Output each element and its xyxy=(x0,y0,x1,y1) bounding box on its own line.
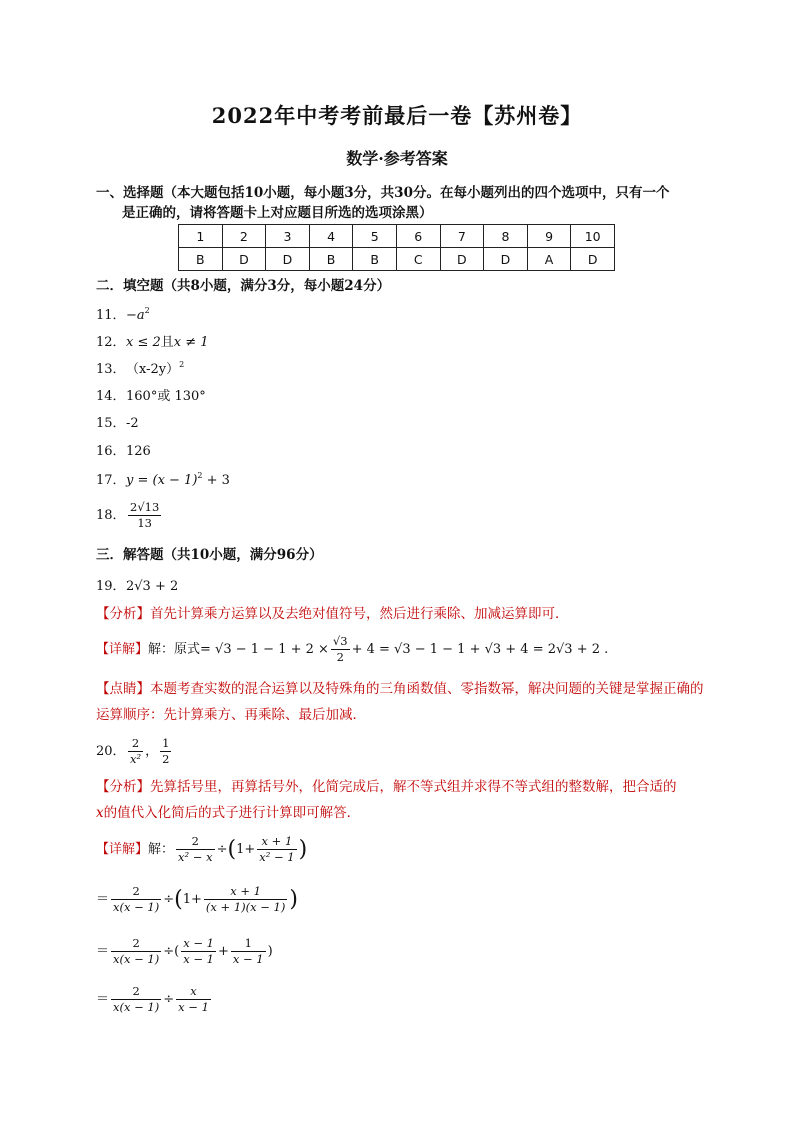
answer-table xyxy=(178,224,615,271)
right-paren: ) xyxy=(298,837,308,862)
table-cell: 3 xyxy=(266,225,310,248)
fraction-denominator: x² xyxy=(130,752,142,766)
fraction xyxy=(204,884,287,915)
answer-table-number-row xyxy=(179,225,615,248)
fraction xyxy=(331,634,350,665)
table-cell: B xyxy=(309,248,353,271)
fraction-denominator: 13 xyxy=(137,516,152,530)
close-paren: ) xyxy=(267,944,273,959)
detail-expression: = √3 − 1 − 1 + 2 × xyxy=(200,642,329,657)
answer-conjunction: 且 xyxy=(160,335,174,350)
section-choice-line1: 一、选择题（本大题包括10小题，每小题3分，共30分。在每小题列出的四个选项中，只有一个 xyxy=(96,185,670,201)
fraction-numerator: 2 xyxy=(111,936,161,952)
fraction-denominator: x − 1 xyxy=(178,1000,209,1014)
answer-q20 xyxy=(96,736,173,767)
analysis-tag: 【分析】 xyxy=(96,606,150,622)
fraction xyxy=(128,500,161,531)
detail-lead: 解：原式 xyxy=(148,642,201,657)
table-cell: D xyxy=(571,248,615,271)
answer-q14 xyxy=(96,385,206,404)
answer-q17 xyxy=(96,469,230,488)
detail-lead: 解： xyxy=(148,842,175,857)
equals-sign: ＝ xyxy=(96,992,110,1007)
table-cell: B xyxy=(179,248,223,271)
analysis-variable: x xyxy=(96,805,104,821)
superscript: 2 xyxy=(197,471,203,480)
detail-expression: + 4 = √3 − 1 − 1 + √3 + 4 = 2√3 + 2 . xyxy=(351,642,609,657)
fraction-numerator: 2 xyxy=(111,984,161,1000)
table-cell: B xyxy=(353,248,397,271)
answer-q18 xyxy=(96,500,163,531)
fraction xyxy=(231,936,266,967)
fraction-numerator: x + 1 xyxy=(204,884,287,900)
answer-text: （x-2y） xyxy=(126,362,180,377)
right-paren: ) xyxy=(289,887,298,912)
fraction xyxy=(257,834,296,865)
table-cell: D xyxy=(266,248,310,271)
q20-step-3 xyxy=(96,936,273,967)
equals-sign: ＝ xyxy=(96,944,110,959)
inner-lead: 1+ xyxy=(182,892,202,907)
answer-q19 xyxy=(96,575,178,594)
answer-separator: ， xyxy=(145,744,159,759)
section-fill-heading: 二．填空题（共8小题，满分3分，每小题24分） xyxy=(96,278,391,294)
answer-q13 xyxy=(96,358,184,377)
fraction-numerator: √3 xyxy=(332,634,348,648)
fraction-denominator: (x + 1)(x − 1) xyxy=(205,900,286,914)
fraction-numerator: 2 xyxy=(176,834,215,850)
operator: ÷ xyxy=(216,842,228,857)
q20-analysis xyxy=(96,774,706,826)
operator: ÷ xyxy=(163,892,175,907)
fraction-numerator: 2 xyxy=(128,736,143,752)
fraction-numerator: 2 xyxy=(111,884,161,900)
answer-text: x ≠ 1 xyxy=(173,335,209,350)
question-number: 13． xyxy=(96,362,126,377)
table-cell: D xyxy=(440,248,484,271)
fraction-numerator: x xyxy=(176,984,211,1000)
question-number: 18． xyxy=(96,508,126,523)
page-title: 2022年中考考前最后一卷【苏州卷】 xyxy=(211,103,583,128)
fraction-numerator: 1 xyxy=(162,736,170,750)
question-number: 17． xyxy=(96,473,126,488)
plus-sign: + xyxy=(217,944,229,959)
fraction xyxy=(111,936,161,967)
q19-detail xyxy=(96,634,608,665)
operator: ÷ xyxy=(163,992,175,1007)
table-cell: 6 xyxy=(396,225,440,248)
answer-q15 xyxy=(96,412,139,431)
table-cell: C xyxy=(396,248,440,271)
q20-step-1 xyxy=(96,834,307,865)
fraction xyxy=(181,936,216,967)
fraction xyxy=(111,884,161,915)
answer-text: -2 xyxy=(126,416,139,431)
fraction-denominator: x(x − 1) xyxy=(113,900,160,914)
detail-tag: 【详解】 xyxy=(96,842,149,857)
operator: ÷( xyxy=(163,944,180,959)
fraction-numerator: x + 1 xyxy=(257,834,296,850)
page-subtitle: 数学·参考答案 xyxy=(346,149,448,168)
question-number: 16． xyxy=(96,444,126,459)
answer-q12 xyxy=(96,331,209,350)
fraction xyxy=(160,736,171,767)
q20-step-2 xyxy=(96,884,298,915)
question-number: 11． xyxy=(96,308,126,323)
answer-text: 160°或 130° xyxy=(126,389,206,404)
answer-text: y = (x − 1) xyxy=(126,473,198,488)
question-number: 20． xyxy=(96,744,126,759)
fraction-denominator: x(x − 1) xyxy=(113,952,160,966)
table-cell: D xyxy=(484,248,528,271)
question-number: 14． xyxy=(96,389,126,404)
answer-text: x ≤ 2 xyxy=(126,335,161,350)
superscript: 2 xyxy=(144,306,150,315)
question-number: 12． xyxy=(96,335,126,350)
fraction-denominator: 2 xyxy=(162,752,170,766)
analysis-text: 首先计算乘方运算以及去绝对值符号，然后进行乘除、加减运算即可． xyxy=(150,606,569,622)
question-number: 15． xyxy=(96,416,126,431)
detail-tag: 【详解】 xyxy=(96,642,149,657)
table-cell: 9 xyxy=(527,225,571,248)
q19-comment xyxy=(96,676,706,728)
table-cell: 5 xyxy=(353,225,397,248)
fraction-numerator: 2√13 xyxy=(130,500,160,514)
analysis-text: 先算括号里，再算括号外，化简完成后，解不等式组并求得不等式组的整数解，把合适的 xyxy=(150,779,677,795)
answer-table-answer-row xyxy=(179,248,615,271)
table-cell: 7 xyxy=(440,225,484,248)
answer-text: −a xyxy=(126,308,145,323)
section-choice-heading xyxy=(96,183,706,223)
answer-text: 2√3 + 2 xyxy=(126,579,179,594)
equals-sign: ＝ xyxy=(96,892,110,907)
table-cell: 10 xyxy=(571,225,615,248)
fraction xyxy=(176,834,215,865)
fraction xyxy=(128,736,143,767)
table-cell: 8 xyxy=(484,225,528,248)
left-paren: ( xyxy=(227,837,237,862)
section-choice-line2: 是正确的，请将答题卡上对应题目所选的选项涂黑） xyxy=(122,205,433,221)
section-solve-heading: 三．解答题（共10小题，满分96分） xyxy=(96,547,323,563)
fraction-numerator: 1 xyxy=(231,936,266,952)
answer-q11 xyxy=(96,304,150,323)
fraction-denominator: x² − x xyxy=(178,850,213,864)
comment-text: 本题考查实数的混合运算以及特殊角的三角函数值、零指数幂，解决问题的关键是掌握正确的运算顺序：先计算乘方、再乘除、最后加减． xyxy=(96,681,704,723)
table-cell: 4 xyxy=(309,225,353,248)
fraction-denominator: x − 1 xyxy=(232,952,264,966)
question-number: 19． xyxy=(96,579,126,594)
fraction-denominator: x(x − 1) xyxy=(113,1000,160,1014)
analysis-tag: 【分析】 xyxy=(96,779,150,795)
fraction-numerator: x − 1 xyxy=(183,936,214,950)
q19-analysis xyxy=(96,601,706,627)
fraction-denominator: x² − 1 xyxy=(259,850,295,864)
table-cell: A xyxy=(527,248,571,271)
answer-q16 xyxy=(96,440,151,459)
answer-text: + 3 xyxy=(202,473,230,488)
fraction xyxy=(111,984,161,1015)
superscript: 2 xyxy=(179,360,185,369)
fraction xyxy=(176,984,211,1015)
fraction-denominator: x − 1 xyxy=(183,952,214,966)
q20-step-4 xyxy=(96,984,213,1015)
comment-tag: 【点睛】 xyxy=(96,681,150,697)
table-cell: D xyxy=(222,248,266,271)
left-paren: ( xyxy=(174,887,183,912)
inner-lead: 1+ xyxy=(236,842,256,857)
answer-text: 126 xyxy=(126,444,151,459)
table-cell: 1 xyxy=(179,225,223,248)
fraction-denominator: 2 xyxy=(336,650,344,664)
table-cell: 2 xyxy=(222,225,266,248)
analysis-text: 的值代入化简后的式子进行计算即可解答． xyxy=(103,805,361,821)
